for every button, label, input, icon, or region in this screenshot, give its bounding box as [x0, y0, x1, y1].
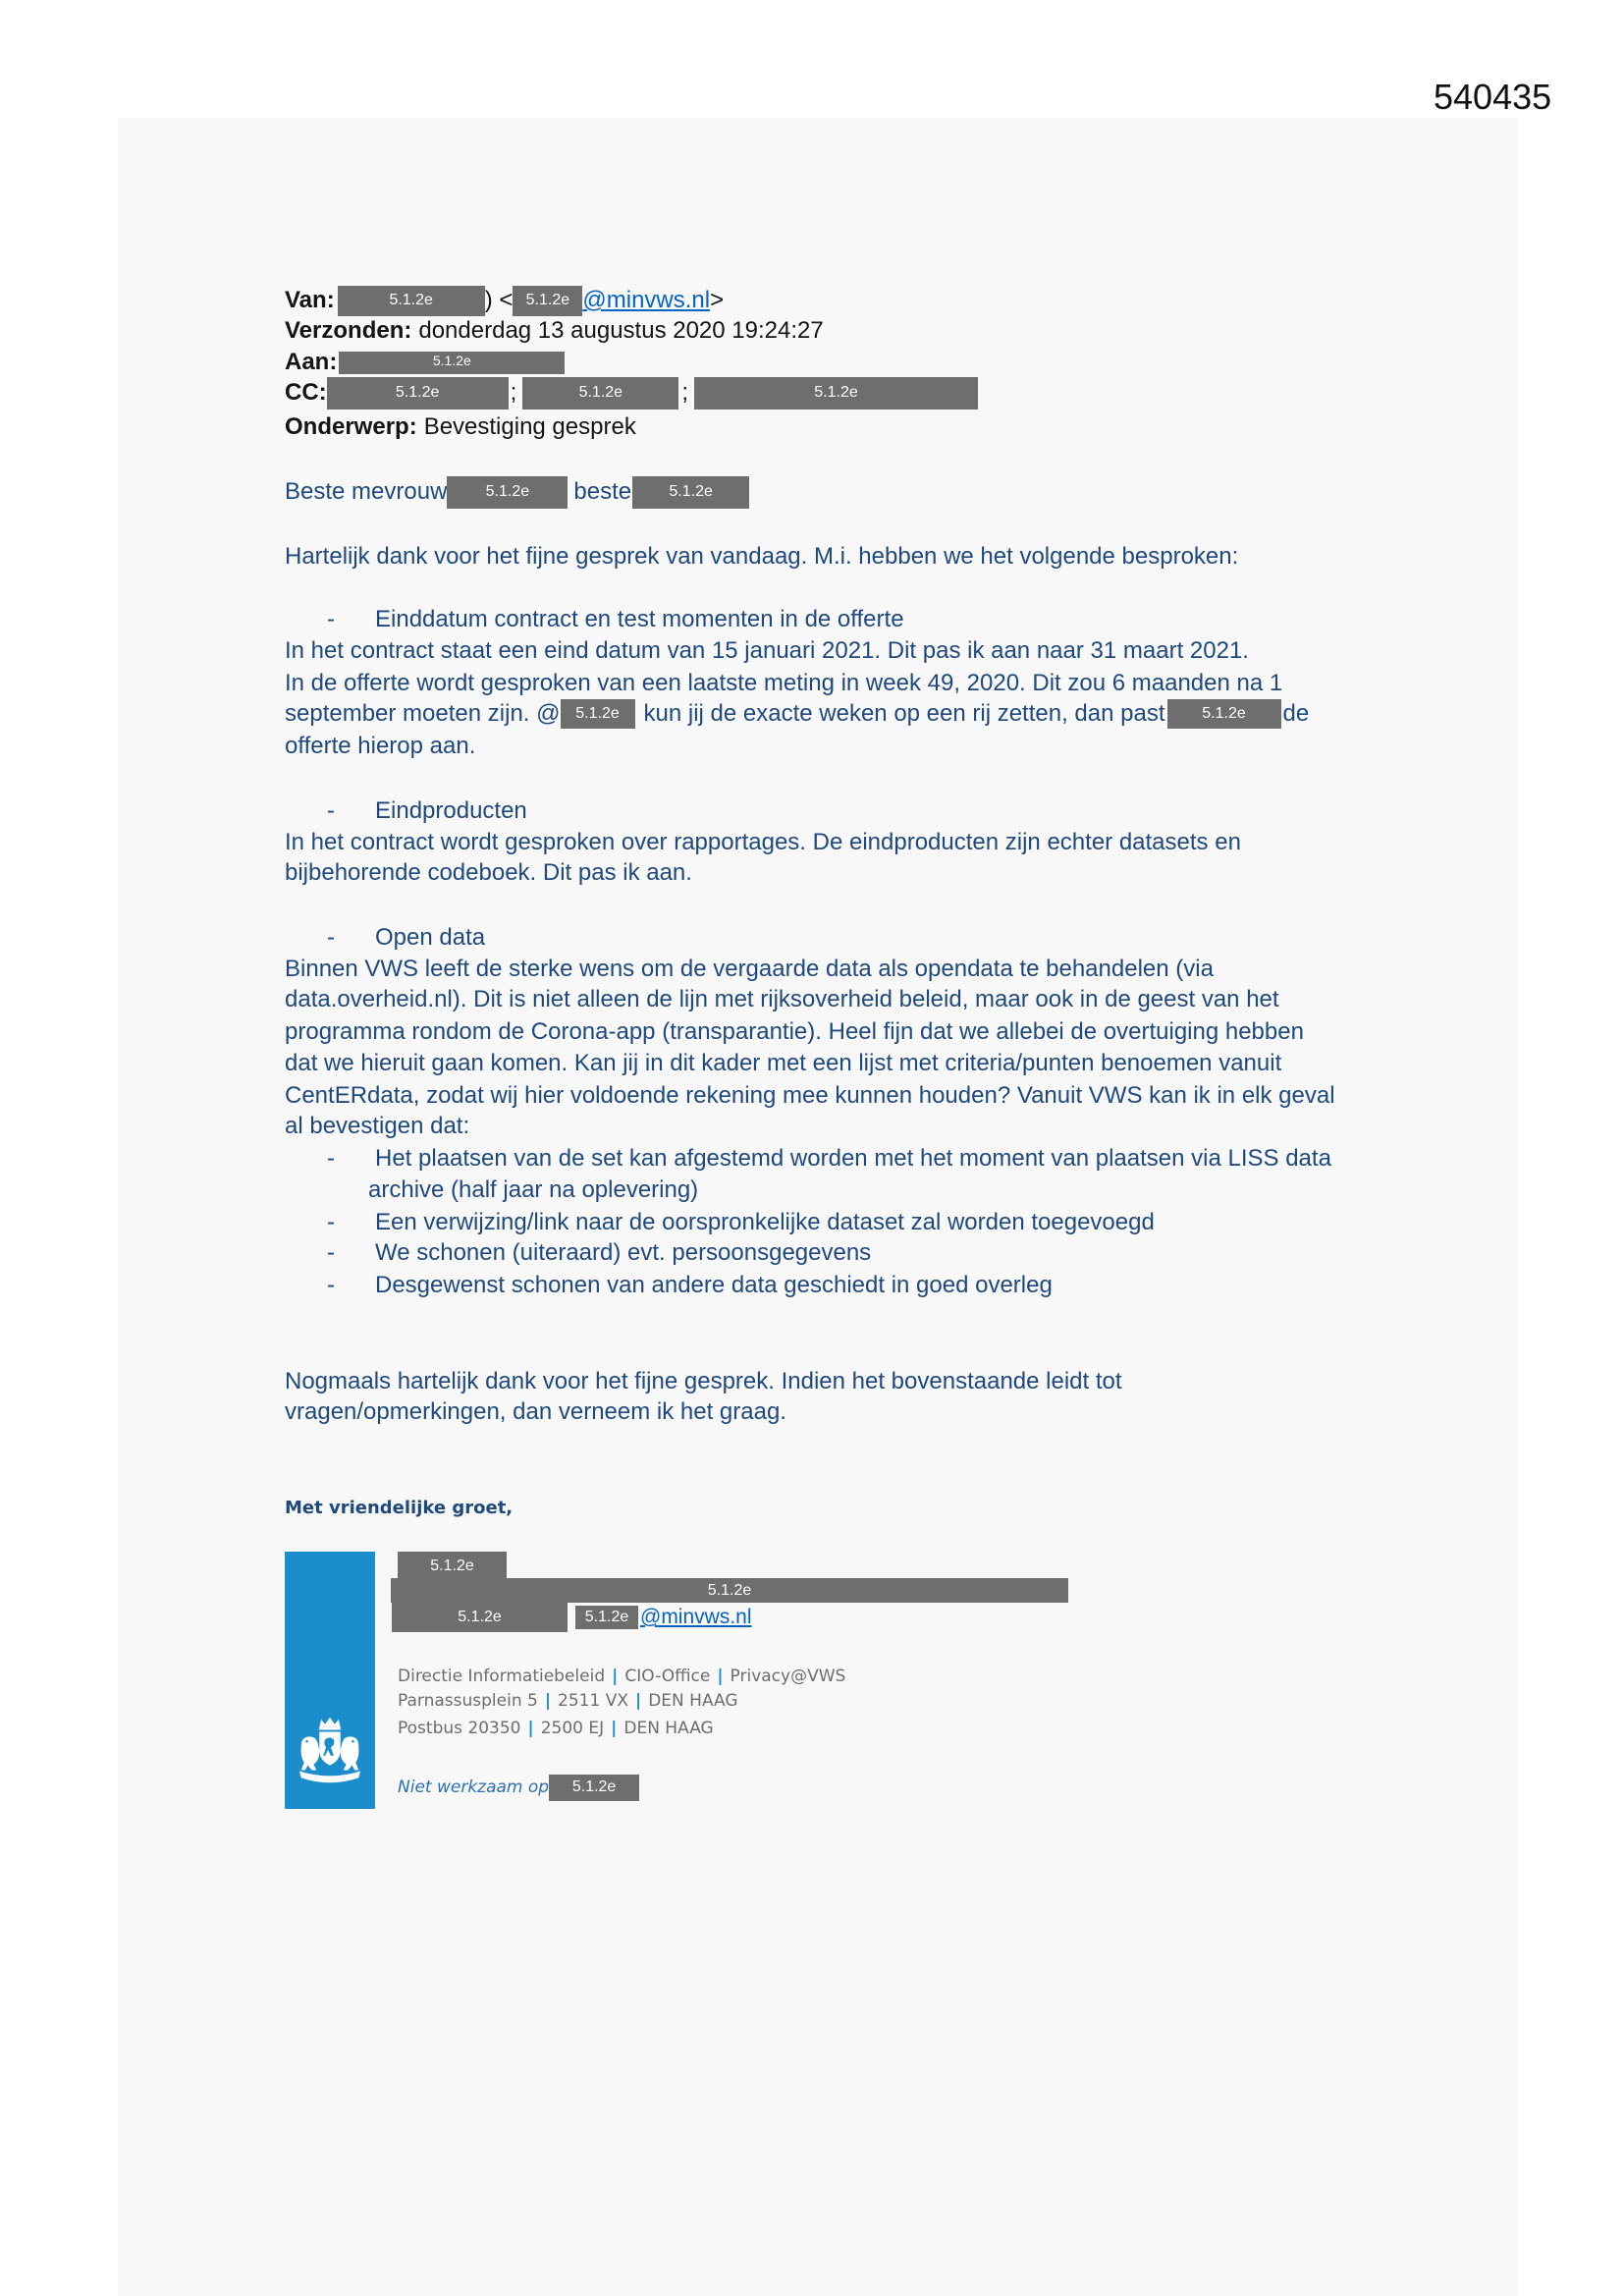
list-item — [327, 1270, 1053, 1301]
org-office: CIO-Office — [624, 1667, 711, 1686]
cc-separator: ; — [681, 379, 688, 406]
to-line — [285, 347, 565, 378]
redaction-box: 5.1.2e — [447, 476, 568, 509]
cc-separator: ; — [510, 379, 517, 406]
list-item-text: We schonen (uiteraard) evt. persoonsgegevens — [375, 1239, 872, 1266]
paragraph-line — [285, 1080, 1335, 1112]
redaction-box: 5.1.2e — [549, 1775, 639, 1801]
section-heading-end-products — [327, 795, 527, 827]
subject-label: Onderwerp: — [285, 413, 417, 440]
greeting-middle: beste — [573, 478, 632, 505]
separator: | — [717, 1667, 724, 1686]
signature-email-link[interactable]: @minvws.nl — [640, 1606, 752, 1628]
closing-line — [285, 1396, 786, 1428]
postbus-postcode: 2500 EJ — [540, 1719, 605, 1738]
closing-line — [285, 1366, 1122, 1397]
redaction-box: 5.1.2e — [632, 476, 749, 509]
list-item-text: Een verwijzing/link naar de oorspronkelijke dataset zal worden toegevoegd — [375, 1209, 1155, 1235]
bullet-dash: - — [327, 1272, 335, 1298]
closing-text: vragen/opmerkingen, dan verneem ik het graag. — [285, 1398, 786, 1425]
redaction-box: 5.1.2e — [391, 1578, 1068, 1603]
paragraph-text: dat we hieruit gaan komen. Kan jij in dit kader met een lijst met criteria/punten benoemen vanuit — [285, 1050, 1282, 1076]
absence-note-text: Niet werkzaam op — [398, 1777, 550, 1797]
list-item — [327, 1237, 871, 1269]
paragraph-text: In het contract wordt gesproken over rapportages. De eindproducten zijn echter datasets en — [285, 829, 1241, 855]
closing-text: Nogmaals hartelijk dank voor het fijne gesprek. Indien het bovenstaande leidt tot — [285, 1368, 1122, 1394]
paragraph-line — [285, 1016, 1304, 1048]
separator: | — [544, 1691, 552, 1711]
separator: | — [527, 1719, 534, 1738]
separator: | — [611, 1719, 618, 1738]
signature-org-line — [398, 1664, 845, 1689]
address-postcode: 2511 VX — [558, 1691, 628, 1711]
paragraph-line — [285, 668, 1282, 699]
sign-off: Met vriendelijke groet, — [285, 1498, 514, 1518]
from-closing-bracket: > — [710, 287, 725, 313]
from-separator-text: ) < — [484, 287, 514, 313]
paragraph-text: programma rondom de Corona-app (transparantie). Heel fijn dat we allebei de overtuiging hebben — [285, 1018, 1304, 1045]
cc-label: CC: — [285, 379, 327, 406]
signature-contact-row — [392, 1603, 752, 1632]
list-item-continuation — [368, 1175, 698, 1206]
bullet-dash: - — [327, 1209, 335, 1235]
signature-brand-bar — [285, 1552, 375, 1809]
bullet-dash: - — [327, 1239, 335, 1266]
signature-absence-note — [398, 1774, 639, 1801]
sent-value: donderdag 13 augustus 2020 19:24:27 — [418, 317, 824, 344]
redaction-box: 5.1.2e — [339, 352, 565, 374]
paragraph-text: september moeten zijn. @ — [285, 700, 561, 727]
sent-label: Verzonden: — [285, 317, 412, 344]
section-heading-text: Einddatum contract en test momenten in de offerte — [375, 606, 904, 632]
from-label: Van: — [285, 287, 335, 313]
list-item — [327, 1143, 1331, 1175]
page-number: 540435 — [1434, 77, 1552, 117]
paragraph-text: In het contract staat een eind datum van 15 januari 2021. Dit pas ik aan naar 31 maart 2021. — [285, 637, 1249, 664]
section-heading-contract-end-date — [327, 604, 904, 635]
paragraph-text: offerte hierop aan. — [285, 733, 476, 759]
paragraph-text: de — [1282, 700, 1310, 727]
redaction-box: 5.1.2e — [1167, 699, 1281, 729]
list-item-text: Desgewenst schonen van andere data geschiedt in goed overleg — [375, 1272, 1053, 1298]
paragraph-text: al bevestigen dat: — [285, 1113, 470, 1139]
address-city: DEN HAAG — [648, 1691, 738, 1711]
subject-value: Bevestiging gesprek — [423, 413, 636, 440]
paragraph-line — [285, 731, 475, 762]
redaction-box: 5.1.2e — [575, 1606, 638, 1629]
from-email-link[interactable]: @minvws.nl — [582, 287, 711, 313]
signature-address-line — [398, 1688, 738, 1714]
section-heading-open-data — [327, 922, 485, 954]
bullet-dash: - — [327, 606, 335, 632]
postbus-number: Postbus 20350 — [398, 1719, 521, 1738]
list-item-text: Het plaatsen van de set kan afgestemd worden met het moment van plaatsen via LISS data — [375, 1145, 1331, 1172]
redaction-box: 5.1.2e — [694, 377, 978, 410]
paragraph-line — [285, 984, 1279, 1015]
paragraph-text: Binnen VWS leeft de sterke wens om de vergaarde data als opendata te behandelen (via — [285, 956, 1214, 982]
bullet-dash: - — [327, 924, 335, 951]
redaction-box: 5.1.2e — [392, 1603, 568, 1632]
signature-postbus-line — [398, 1716, 714, 1741]
bullet-dash: - — [327, 797, 335, 824]
paragraph-line — [285, 1048, 1281, 1079]
paragraph-line — [285, 857, 692, 889]
paragraph-text: kun jij de exacte weken op een rij zetten, dan past — [643, 700, 1165, 727]
sent-line — [285, 315, 824, 347]
crest-icon — [292, 1714, 368, 1790]
separator: | — [635, 1691, 642, 1711]
list-item-text: archive (half jaar na oplevering) — [368, 1176, 699, 1203]
paragraph-line — [285, 698, 1309, 730]
section-heading-text: Open data — [375, 924, 486, 951]
redaction-box: 5.1.2e — [398, 1552, 507, 1581]
bullet-dash: - — [327, 1145, 335, 1172]
list-item — [327, 1207, 1155, 1238]
redaction-box: 5.1.2e — [522, 377, 678, 410]
redaction-box: 5.1.2e — [338, 286, 485, 316]
paragraph-line — [285, 954, 1214, 985]
postbus-city: DEN HAAG — [623, 1719, 714, 1738]
org-privacy: Privacy@VWS — [730, 1667, 846, 1686]
section-heading-text: Eindproducten — [375, 797, 527, 824]
paragraph-text: CentERdata, zodat wij hier voldoende rekening mee kunnen houden? Vanuit VWS kan ik in elk geval — [285, 1082, 1335, 1109]
redaction-box: 5.1.2e — [513, 286, 582, 316]
greeting-line — [285, 476, 749, 508]
paragraph-line — [285, 635, 1249, 667]
redaction-box: 5.1.2e — [327, 377, 509, 410]
subject-line — [285, 411, 636, 443]
redaction-box: 5.1.2e — [561, 699, 635, 729]
cc-line — [285, 377, 978, 409]
paragraph-line — [285, 827, 1241, 858]
org-department: Directie Informatiebeleid — [398, 1667, 606, 1686]
intro-text: Hartelijk dank voor het fijne gesprek van vandaag. M.i. hebben we het volgende besproken: — [285, 543, 1239, 570]
address-street: Parnassusplein 5 — [398, 1691, 538, 1711]
paragraph-text: bijbehorende codeboek. Dit pas ik aan. — [285, 859, 692, 886]
paragraph-text: data.overheid.nl). Dit is niet alleen de lijn met rijksoverheid beleid, maar ook in de geest van het — [285, 986, 1279, 1012]
intro-line — [285, 541, 1238, 573]
to-label: Aan: — [285, 349, 338, 375]
paragraph-line — [285, 1111, 469, 1142]
paragraph-text: In de offerte wordt gesproken van een laatste meting in week 49, 2020. Dit zou 6 maanden na 1 — [285, 670, 1283, 696]
separator: | — [612, 1667, 619, 1686]
greeting-prefix: Beste mevrouw — [285, 478, 448, 505]
from-line — [285, 285, 724, 316]
